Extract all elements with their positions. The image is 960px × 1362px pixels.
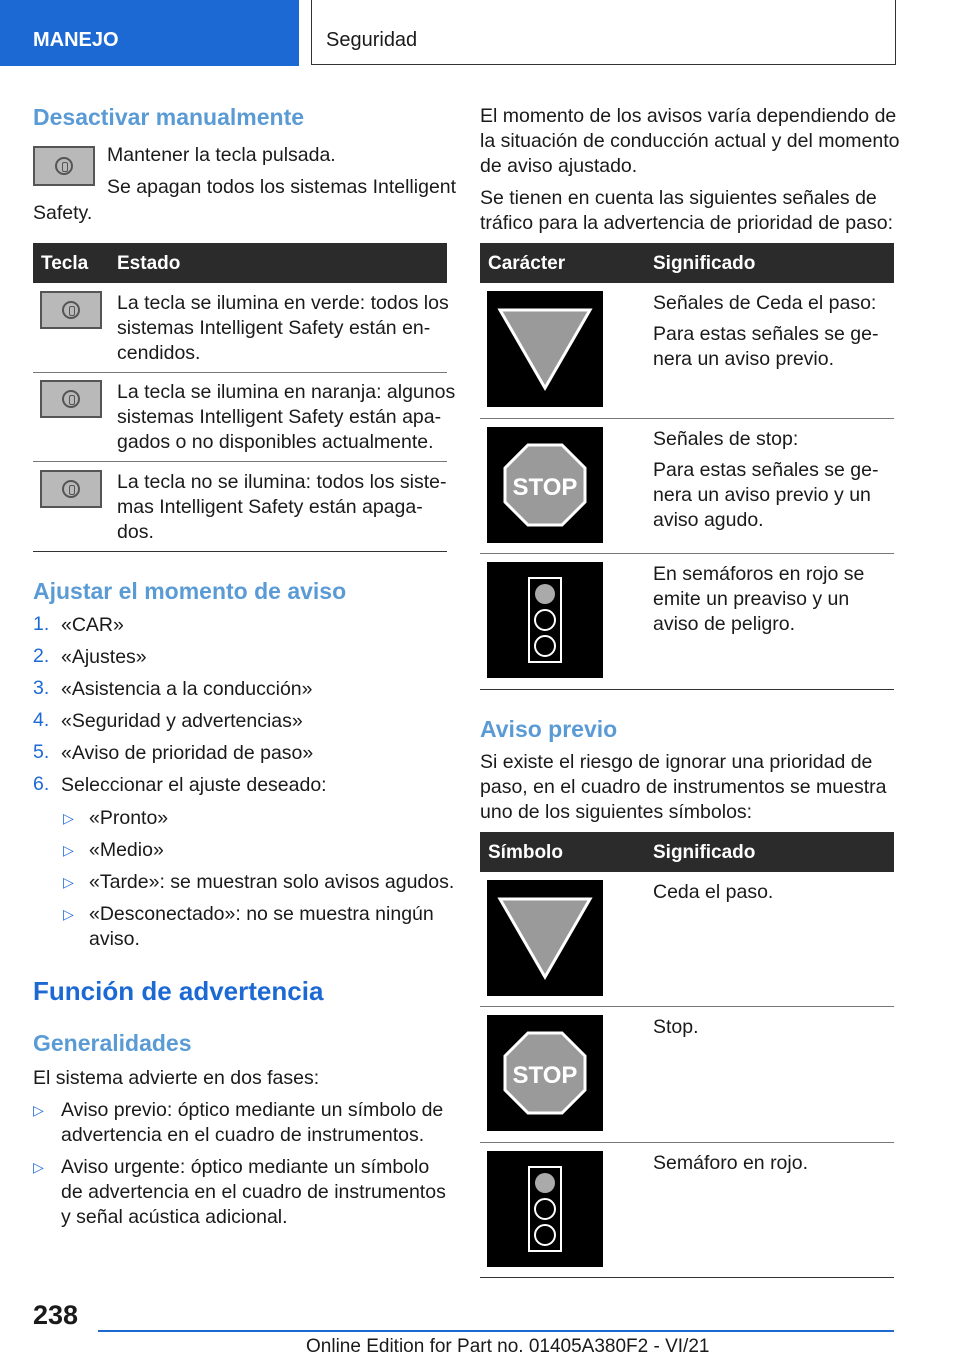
bullet-text: advertencia en el cuadro de instrumentos. (61, 1124, 425, 1146)
row-text: En semáforos en rojo se (653, 563, 865, 585)
step-number: 1. (33, 613, 50, 635)
text-mantener: Mantener la tecla pulsada. (107, 144, 336, 166)
col-significado: Significado (653, 842, 756, 863)
text-senales-2: tráfico para la advertencia de prioridad de paso: (480, 212, 894, 234)
row-text: aviso de peligro. (653, 613, 796, 635)
col-significado: Significado (653, 253, 756, 274)
col-tecla: Tecla (41, 253, 89, 274)
heading-funcion: Función de advertencia (33, 976, 324, 1006)
table-simbolo-header (480, 832, 894, 872)
row-divider (33, 372, 447, 373)
edition-text: Online Edition for Part no. 01405A380F2 - VI/21 (306, 1336, 710, 1357)
bullet-text: Aviso urgente: óptico mediante un símbolo (61, 1156, 430, 1178)
row-text: nera un aviso previo y un (653, 484, 871, 506)
option-text: «Pronto» (89, 807, 169, 829)
table-bottom-rule (480, 689, 894, 690)
text-riesgo-2: paso, en el cuadro de instrumentos se muestra (480, 776, 887, 798)
step-text: Seleccionar el ajuste deseado: (61, 774, 327, 796)
section-tab (0, 0, 299, 66)
topic-title: Seguridad (326, 29, 418, 51)
table-bottom-rule (480, 1277, 894, 1278)
row-text: La tecla se ilumina en verde: todos los (117, 292, 449, 314)
text-fases: El sistema advierte en dos fases: (33, 1067, 320, 1089)
bullet-triangle-icon: ▷ (33, 1159, 44, 1175)
text-apagan-2: Safety. (33, 202, 93, 224)
row-divider (480, 553, 894, 554)
bullet-triangle-icon: ▷ (63, 842, 74, 858)
row-text: Stop. (653, 1016, 699, 1038)
bullet-triangle-icon: ▷ (63, 906, 74, 922)
step-text: «Seguridad y advertencias» (61, 710, 303, 732)
section-title: MANEJO (33, 29, 119, 51)
row-text: mas Intelligent Safety están apaga- (117, 496, 423, 518)
step-number: 4. (33, 709, 50, 731)
stop-sign-text: STOP (512, 1062, 578, 1089)
heading-ajustar: Ajustar el momento de aviso (33, 578, 347, 604)
option-text: «Tarde»: se muestran solo avisos agudos. (89, 871, 455, 893)
safety-button-icon (40, 470, 102, 508)
topic-tab (311, 0, 896, 65)
step-text: «Asistencia a la conducción» (61, 678, 313, 700)
yield-sign-icon (487, 880, 603, 996)
row-text: dos. (117, 521, 154, 543)
page-number: 238 (33, 1300, 79, 1330)
step-number: 6. (33, 773, 50, 795)
text-intro-1: El momento de los avisos varía dependiendo de (480, 105, 897, 127)
row-text: aviso agudo. (653, 509, 764, 531)
text-intro-2: la situación de conducción actual y del momento (480, 130, 900, 152)
option-text: «Medio» (89, 839, 164, 861)
row-divider (480, 1006, 894, 1007)
row-text: emite un preaviso y un (653, 588, 850, 610)
step-text: «CAR» (61, 614, 124, 636)
row-text: La tecla se ilumina en naranja: algunos (117, 381, 456, 403)
step-text: «Aviso de prioridad de paso» (61, 742, 314, 764)
row-text: Semáforo en rojo. (653, 1152, 809, 1174)
col-caracter: Carácter (488, 253, 566, 274)
text-senales-1: Se tienen en cuenta las siguientes señales de (480, 187, 877, 209)
table-caracter-header (480, 243, 894, 283)
col-simbolo: Símbolo (488, 842, 563, 863)
heading-desactivar: Desactivar manualmente (33, 104, 305, 130)
row-text: gados o no disponibles actualmente. (117, 431, 434, 453)
safety-button-icon (40, 291, 102, 329)
bullet-text: Aviso previo: óptico mediante un símbolo de (61, 1099, 444, 1121)
safety-button-icon (40, 380, 102, 418)
row-text: Señales de stop: (653, 428, 799, 450)
row-text: Para estas señales se ge- (653, 323, 879, 345)
yield-sign-icon (487, 291, 603, 407)
row-divider (480, 418, 894, 419)
step-number: 2. (33, 645, 50, 667)
option-text: «Desconectado»: no se muestra ningún (89, 903, 434, 925)
step-number: 3. (33, 677, 50, 699)
step-number: 5. (33, 741, 50, 763)
footer-rule (98, 1330, 894, 1332)
row-text: sistemas Intelligent Safety están en- (117, 317, 431, 339)
bullet-text: de advertencia en el cuadro de instrumentos (61, 1181, 446, 1203)
traffic-light-icon (487, 562, 603, 678)
text-apagan-1: Se apagan todos los sistemas Intelligent (107, 176, 457, 198)
row-text: Señales de Ceda el paso: (653, 292, 877, 314)
col-estado: Estado (117, 253, 181, 274)
row-text: La tecla no se ilumina: todos los siste- (117, 471, 447, 493)
row-text: Para estas señales se ge- (653, 459, 879, 481)
safety-button-icon (33, 146, 95, 186)
row-text: cendidos. (117, 342, 201, 364)
stop-sign-icon (487, 427, 603, 543)
table-bottom-rule (33, 551, 447, 552)
step-text: «Ajustes» (61, 646, 147, 668)
bullet-triangle-icon: ▷ (63, 874, 74, 890)
row-text: Ceda el paso. (653, 881, 774, 903)
text-intro-3: de aviso ajustado. (480, 155, 638, 177)
text-riesgo-3: uno de los siguientes símbolos: (480, 801, 753, 823)
table-tecla-header (33, 243, 447, 283)
bullet-triangle-icon: ▷ (33, 1102, 44, 1118)
bullet-triangle-icon: ▷ (63, 810, 74, 826)
heading-aviso-previo: Aviso previo (480, 716, 618, 742)
bullet-text: y señal acústica adicional. (61, 1206, 288, 1228)
traffic-light-icon (487, 1151, 603, 1267)
heading-generalidades: Generalidades (33, 1030, 192, 1056)
stop-sign-icon (487, 1015, 603, 1131)
text-riesgo-1: Si existe el riesgo de ignorar una prioridad de (480, 751, 873, 773)
option-text: aviso. (89, 928, 140, 950)
row-text: sistemas Intelligent Safety están apa- (117, 406, 442, 428)
row-text: nera un aviso previo. (653, 348, 835, 370)
row-divider (480, 1142, 894, 1143)
row-divider (33, 461, 447, 462)
stop-sign-text: STOP (512, 474, 578, 501)
